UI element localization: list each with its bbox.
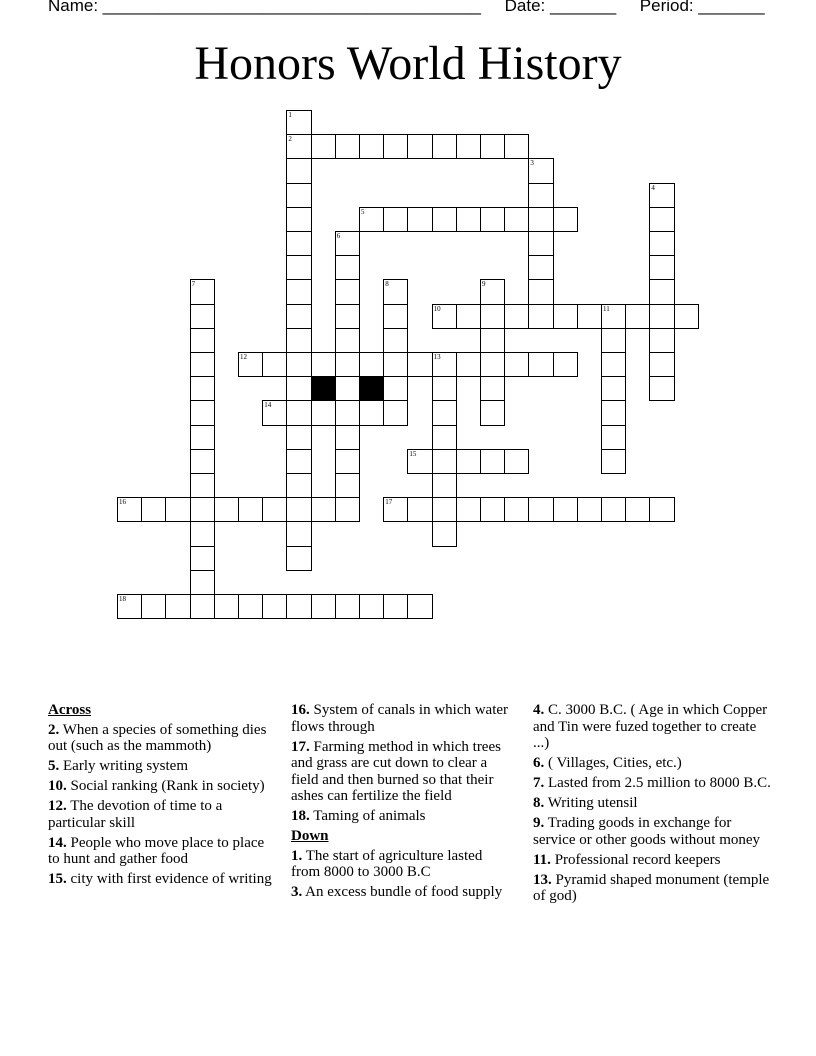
crossword-cell[interactable]: [480, 279, 505, 304]
crossword-cell[interactable]: [504, 134, 529, 159]
crossword-cell[interactable]: [286, 449, 311, 474]
crossword-cell[interactable]: [165, 497, 190, 522]
crossword-cell[interactable]: [286, 231, 311, 256]
crossword-cell[interactable]: [407, 497, 432, 522]
crossword-cell[interactable]: [383, 497, 408, 522]
crossword-cell[interactable]: [480, 134, 505, 159]
crossword-cell[interactable]: [286, 473, 311, 498]
crossword-cell[interactable]: [383, 400, 408, 425]
crossword-cell[interactable]: [190, 546, 215, 571]
name-field[interactable]: Name: ________________________________________: [48, 0, 481, 15]
crossword-cell[interactable]: [383, 376, 408, 401]
clue-item-number: 2.: [48, 721, 60, 738]
clue-item-text: Early writing system: [59, 758, 188, 774]
crossword-cell[interactable]: [335, 279, 360, 304]
crossword-cell[interactable]: [335, 497, 360, 522]
clue-item-text: Writing utensil: [544, 795, 638, 811]
crossword-cell[interactable]: [190, 594, 215, 619]
clue-number: 9: [482, 280, 486, 289]
crossword-cell[interactable]: [286, 497, 311, 522]
crossword-cell[interactable]: [649, 352, 674, 377]
crossword-cell[interactable]: [286, 376, 311, 401]
clue-item-number: 16.: [291, 702, 310, 718]
crossword-cell[interactable]: [117, 594, 142, 619]
clue-item: [533, 775, 771, 792]
clue-number: 15: [409, 449, 417, 458]
clue-item-number: 5.: [48, 758, 60, 774]
page-title: Honors World History: [194, 37, 622, 90]
crossword-cell[interactable]: [407, 207, 432, 232]
crossword-cell[interactable]: [625, 497, 650, 522]
crossword-cell[interactable]: [311, 400, 336, 425]
crossword-cell[interactable]: [311, 134, 336, 159]
crossword-cell[interactable]: [504, 304, 529, 329]
crossword-cell[interactable]: [262, 352, 287, 377]
clue-item-number: 12.: [48, 798, 67, 814]
crossword-cell[interactable]: [432, 352, 457, 377]
crossword-cell[interactable]: [407, 449, 432, 474]
crossword-cell[interactable]: [117, 497, 142, 522]
crossword-cell[interactable]: [528, 497, 553, 522]
clue-item: [533, 702, 771, 752]
crossword-cell[interactable]: [141, 594, 166, 619]
crossword-cell[interactable]: [311, 594, 336, 619]
crossword-cell[interactable]: [553, 207, 578, 232]
crossword-cell[interactable]: [286, 158, 311, 183]
clue-number: 3: [530, 159, 534, 168]
crossword-cell[interactable]: [383, 207, 408, 232]
clue-number: 4: [651, 183, 655, 192]
clue-item-text: System of canals in which water flows through: [291, 702, 509, 735]
clue-number: 10: [433, 304, 441, 313]
clue-item: [533, 815, 771, 848]
across-heading: Across: [48, 702, 92, 718]
crossword-cell[interactable]: [359, 400, 384, 425]
crossword-cell[interactable]: [286, 400, 311, 425]
clue-number: 5: [361, 207, 365, 216]
clue-number: 14: [264, 401, 272, 410]
crossword-cell[interactable]: [335, 304, 360, 329]
crossword-cell[interactable]: [553, 497, 578, 522]
crossword-cell[interactable]: [286, 521, 311, 546]
crossword-cell[interactable]: [649, 207, 674, 232]
crossword-cell[interactable]: [286, 594, 311, 619]
crossword-cell[interactable]: [262, 400, 287, 425]
crossword-cell[interactable]: [335, 376, 360, 401]
clue-item: [291, 702, 513, 735]
crossword-cell[interactable]: [190, 570, 215, 595]
crossword-cell[interactable]: [238, 594, 263, 619]
crossword-cell[interactable]: [601, 304, 626, 329]
crossword-cell[interactable]: [335, 134, 360, 159]
crossword-cell[interactable]: [286, 279, 311, 304]
crossword-cell[interactable]: [649, 376, 674, 401]
clue-item-text: Pyramid shaped monument (temple of god): [533, 871, 770, 904]
clues-column-2: [291, 702, 513, 904]
crossword-cell[interactable]: [335, 255, 360, 280]
clue-item: [291, 848, 513, 881]
crossword-cell[interactable]: [286, 207, 311, 232]
crossword-cell[interactable]: [601, 376, 626, 401]
clue-item-text: The start of agriculture lasted from 8000 to 3000 B.C: [291, 847, 483, 880]
crossword-cell[interactable]: [335, 449, 360, 474]
crossword-cell[interactable]: [480, 328, 505, 353]
crossword-cell[interactable]: [528, 352, 553, 377]
clue-item: [533, 872, 771, 905]
crossword-cell[interactable]: [480, 352, 505, 377]
crossword-cell[interactable]: [359, 207, 384, 232]
crossword-cell[interactable]: [601, 497, 626, 522]
crossword-cell[interactable]: [383, 279, 408, 304]
date-field[interactable]: Date: _______: [504, 0, 617, 15]
crossword-cell[interactable]: [432, 304, 457, 329]
clue-item-number: 3.: [291, 884, 303, 900]
clue-item-number: 14.: [48, 834, 67, 851]
crossword-cell[interactable]: [407, 352, 432, 377]
crossword-cell[interactable]: [335, 594, 360, 619]
crossword-cell[interactable]: [238, 497, 263, 522]
crossword-cell[interactable]: [335, 328, 360, 353]
crossword-cell[interactable]: [480, 207, 505, 232]
crossword-cell[interactable]: [601, 400, 626, 425]
crossword-cell[interactable]: [311, 497, 336, 522]
clue-item-text: Farming method in which trees and grass are cut down to clear a field and then burned so that their ashes can fertilize the field: [291, 738, 501, 804]
clue-number: 1: [288, 111, 292, 119]
crossword-cell[interactable]: [286, 328, 311, 353]
clue-item: [533, 755, 771, 772]
crossword-cell[interactable]: [190, 521, 215, 546]
crossword-cell[interactable]: [335, 231, 360, 256]
crossword-cell[interactable]: [286, 255, 311, 280]
clue-item: [48, 871, 276, 888]
crossword-cell[interactable]: [286, 546, 311, 571]
crossword-cell[interactable]: [480, 449, 505, 474]
crossword-cell[interactable]: [649, 279, 674, 304]
clue-item: [291, 884, 513, 901]
crossword-cell[interactable]: [480, 400, 505, 425]
crossword-cell[interactable]: [528, 158, 553, 183]
crossword-cell[interactable]: [432, 521, 457, 546]
crossword-cell[interactable]: [456, 497, 481, 522]
clue-item: [291, 739, 513, 805]
crossword-cell[interactable]: [335, 425, 360, 450]
clue-item-number: 17.: [291, 738, 310, 755]
clue-item-text: Lasted from 2.5 million to 8000 B.C.: [544, 775, 771, 791]
clue-item-number: 7.: [533, 775, 545, 791]
clue-item-number: 4.: [533, 702, 545, 718]
crossword-cell[interactable]: [577, 304, 602, 329]
crossword-cell[interactable]: [359, 134, 384, 159]
crossword-cell[interactable]: [190, 473, 215, 498]
clue-item-text: C. 3000 B.C. ( Age in which Copper and Tin were fuzed together to create ...): [533, 702, 768, 751]
crossword-cell[interactable]: [359, 352, 384, 377]
clue-item: [533, 852, 771, 869]
crossword-cell[interactable]: [141, 497, 166, 522]
crossword-cell[interactable]: [649, 231, 674, 256]
crossword-cell[interactable]: [335, 400, 360, 425]
crossword-cell[interactable]: [480, 497, 505, 522]
clue-item: [48, 798, 276, 831]
clue-number: 16: [119, 498, 126, 507]
crossword-cell[interactable]: [625, 304, 650, 329]
clue-item-number: 8.: [533, 795, 545, 811]
clue-item-text: Professional record keepers: [550, 851, 721, 868]
crossword-cell[interactable]: [432, 473, 457, 498]
clue-item: [533, 795, 771, 812]
crossword-cell[interactable]: [383, 328, 408, 353]
crossword-cell[interactable]: [190, 376, 215, 401]
clue-item-number: 10.: [48, 778, 67, 794]
crossword-cell[interactable]: [165, 594, 190, 619]
down-heading: Down: [291, 828, 329, 844]
crossword-black-cell: [311, 376, 336, 401]
crossword-cell[interactable]: [432, 207, 457, 232]
crossword-cell[interactable]: [674, 304, 699, 329]
crossword-cell[interactable]: [407, 134, 432, 159]
crossword-cell[interactable]: [286, 183, 311, 208]
crossword-cell[interactable]: [504, 497, 529, 522]
crossword-cell[interactable]: [311, 352, 336, 377]
crossword-black-cell: [359, 376, 384, 401]
clue-item-number: 9.: [533, 815, 545, 831]
clue-number: 2: [288, 135, 292, 144]
crossword-cell[interactable]: [528, 231, 553, 256]
crossword-cell[interactable]: [383, 594, 408, 619]
clue-item-number: 15.: [48, 871, 67, 887]
clue-item-text: Social ranking (Rank in society): [66, 778, 265, 794]
crossword-cell[interactable]: [407, 594, 432, 619]
crossword-cell[interactable]: [528, 207, 553, 232]
clue-item-text: An excess bundle of food supply: [302, 884, 503, 900]
crossword-cell[interactable]: [432, 497, 457, 522]
clue-item: [48, 758, 276, 775]
clue-item-number: 13.: [533, 871, 552, 888]
clue-number: 11: [603, 304, 610, 313]
crossword-cell[interactable]: [601, 352, 626, 377]
crossword-cell[interactable]: [432, 376, 457, 401]
crossword-cell[interactable]: [383, 134, 408, 159]
crossword-cell[interactable]: [383, 304, 408, 329]
clue-number: 6: [336, 232, 341, 240]
crossword-cell[interactable]: [601, 449, 626, 474]
crossword-cell[interactable]: [553, 352, 578, 377]
clue-item-text: People who move place to place to hunt and gather food: [48, 834, 265, 867]
crossword-cell[interactable]: [190, 328, 215, 353]
clue-number: 17: [385, 498, 393, 507]
crossword-cell[interactable]: [286, 352, 311, 377]
clue-item-text: Taming of animals: [309, 808, 426, 824]
crossword-cell[interactable]: [504, 449, 529, 474]
crossword-cell[interactable]: [383, 352, 408, 377]
crossword-cell[interactable]: [286, 304, 311, 329]
crossword-cell[interactable]: [238, 352, 263, 377]
crossword-cell[interactable]: [649, 328, 674, 353]
crossword-cell[interactable]: [649, 304, 674, 329]
clue-item: [48, 835, 276, 868]
crossword-cell[interactable]: [359, 594, 384, 619]
clue-item-number: 18.: [291, 808, 310, 824]
crossword-cell[interactable]: [456, 134, 481, 159]
crossword-cell[interactable]: [456, 304, 481, 329]
crossword-cell[interactable]: [286, 425, 311, 450]
crossword-cell[interactable]: [432, 134, 457, 159]
crossword-cell[interactable]: [432, 400, 457, 425]
period-field[interactable]: Period: _______: [639, 0, 765, 15]
crossword-cell[interactable]: [577, 497, 602, 522]
crossword-cell[interactable]: [335, 352, 360, 377]
crossword-cell[interactable]: [456, 449, 481, 474]
crossword-cell[interactable]: [190, 304, 215, 329]
crossword-cell[interactable]: [528, 255, 553, 280]
crossword-cell[interactable]: [190, 400, 215, 425]
crossword-cell[interactable]: [262, 594, 287, 619]
crossword-cell[interactable]: [649, 255, 674, 280]
crossword-cell[interactable]: [214, 497, 239, 522]
crossword-cell[interactable]: [190, 425, 215, 450]
crossword-cell[interactable]: [432, 449, 457, 474]
crossword-cell[interactable]: [262, 497, 287, 522]
crossword-cell[interactable]: [432, 425, 457, 450]
clue-number: 7: [191, 280, 196, 289]
clue-item-text: Trading goods in exchange for service or other goods without money: [533, 815, 761, 848]
crossword-cell[interactable]: [335, 473, 360, 498]
crossword-cell[interactable]: [190, 449, 215, 474]
clue-item-number: 11.: [533, 851, 551, 868]
crossword-cell[interactable]: [601, 328, 626, 353]
crossword-cell[interactable]: [649, 183, 674, 208]
clue-item-number: 1.: [291, 847, 303, 864]
crossword-cell[interactable]: [553, 304, 578, 329]
crossword-cell[interactable]: [504, 352, 529, 377]
clue-number: 18: [119, 595, 126, 603]
clue-number: 8: [385, 280, 389, 289]
crossword-cell[interactable]: [528, 304, 553, 329]
clue-number: 13: [433, 353, 441, 361]
clue-number: 12: [240, 353, 247, 361]
clues-column-3: [533, 702, 771, 908]
clues-column-1: [48, 702, 276, 891]
crossword-cell[interactable]: [528, 183, 553, 208]
crossword-cell[interactable]: [456, 207, 481, 232]
crossword-cell[interactable]: [504, 207, 529, 232]
crossword-cell[interactable]: [190, 279, 215, 304]
crossword-cell[interactable]: [190, 497, 215, 522]
clue-item: [48, 778, 276, 795]
crossword-cell[interactable]: [190, 352, 215, 377]
crossword-cell[interactable]: [286, 110, 311, 135]
clue-item-text: When a species of something dies out (such as the mammoth): [48, 721, 267, 754]
crossword-cell[interactable]: [456, 352, 481, 377]
clue-item: [48, 722, 276, 755]
crossword-cell[interactable]: [480, 304, 505, 329]
crossword-cell[interactable]: [480, 376, 505, 401]
crossword-cell[interactable]: [286, 134, 311, 159]
clue-item-number: 6.: [533, 755, 545, 771]
crossword-cell[interactable]: [214, 594, 239, 619]
clue-item-text: city with first evidence of writing: [66, 871, 272, 887]
clue-item-text: ( Villages, Cities, etc.): [544, 755, 682, 771]
crossword-cell[interactable]: [528, 279, 553, 304]
clue-item-text: The devotion of time to a particular skill: [48, 798, 223, 831]
crossword-cell[interactable]: [649, 497, 674, 522]
clue-item: [291, 808, 513, 825]
crossword-cell[interactable]: [601, 425, 626, 450]
